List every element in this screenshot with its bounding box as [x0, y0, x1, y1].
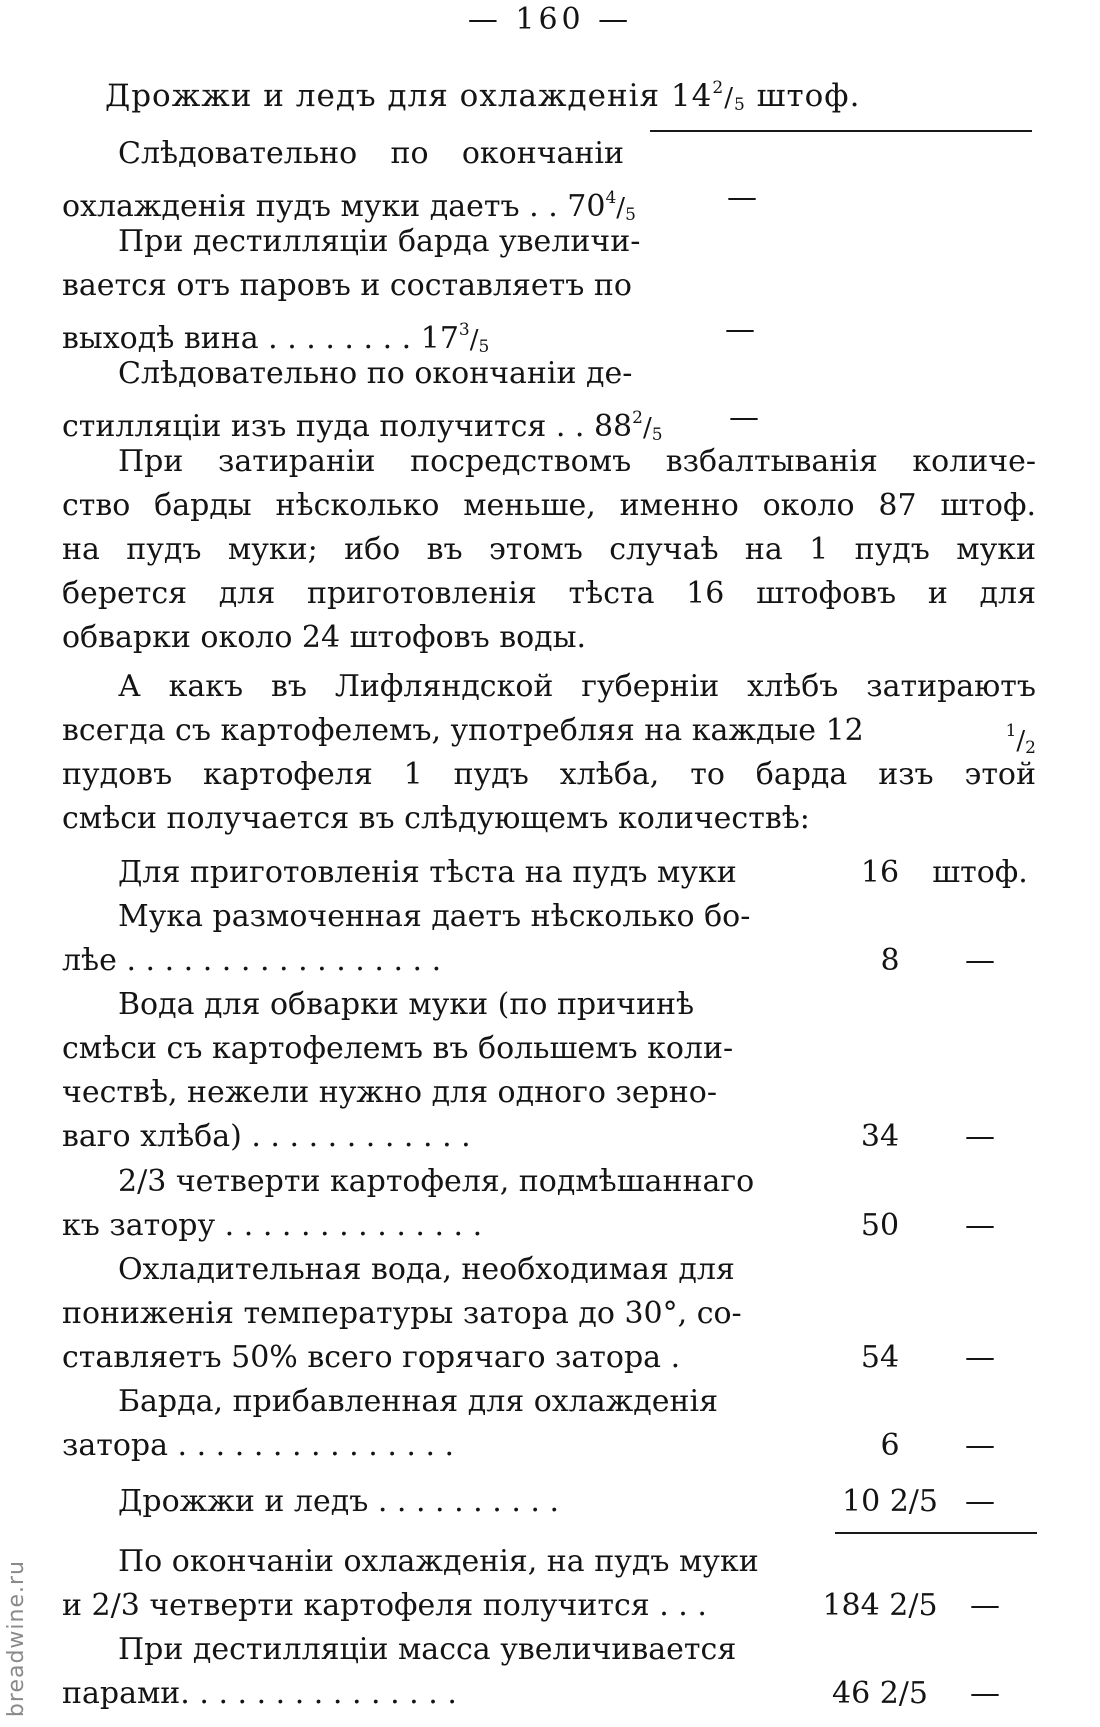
table-row-value: 16: [860, 855, 900, 890]
dash: —: [727, 180, 757, 215]
table-row-label: чествѣ, нежели нужно для одного зерно-: [62, 1075, 717, 1110]
body-line: При затираніи посредствомъ взбалтыванія количе-: [118, 444, 1036, 479]
table-row-label: Охладительная вода, необходимая для: [118, 1252, 735, 1287]
table-row-label: къ затору . . . . . . . . . . . . . .: [62, 1208, 483, 1243]
summary-row-label: парами. . . . . . . . . . . . . . .: [62, 1676, 457, 1711]
table-row-value: 8: [880, 943, 900, 978]
summary-row-value: 184 2/5: [822, 1588, 938, 1623]
table-row-label: ставляетъ 50% всего горячаго затора .: [62, 1340, 681, 1375]
header-line: Дрожжи и ледъ для охлажденія $14^2/_5$ штоф.: [105, 78, 861, 115]
table-row-unit: —: [965, 1208, 995, 1243]
table-row-value: 10 2/5: [842, 1484, 938, 1519]
summary-row-unit: —: [970, 1676, 1000, 1711]
table-row-label: Для приготовленія тѣста на пудъ муки: [118, 855, 737, 890]
table-row-value: 34: [860, 1119, 900, 1154]
header-line-unit: штоф.: [756, 78, 861, 114]
summary-row-label: и 2/3 четверти картофеля получится . . .: [62, 1588, 707, 1623]
header-fraction-den: 5: [733, 95, 746, 115]
table-row-label: затора . . . . . . . . . . . . . . .: [62, 1428, 455, 1463]
table-row-label: 2/3 четверти картофеля, подмѣшаннаго: [118, 1164, 755, 1199]
sum-rule: [835, 1532, 1037, 1534]
table-row-value: 6: [880, 1428, 900, 1463]
table-row-value: 50: [860, 1208, 900, 1243]
table-row-label: ваго хлѣба) . . . . . . . . . . . .: [62, 1119, 471, 1154]
summary-row-label: По окончаніи охлажденія, на пудъ муки: [118, 1544, 759, 1579]
dash: —: [725, 312, 755, 347]
table-row-unit: —: [965, 1340, 995, 1375]
table-row-unit: —: [965, 943, 995, 978]
body-line: на пудъ муки; ибо въ этомъ случаѣ на 1 пудъ муки: [62, 532, 1036, 567]
table-row-value: 54: [860, 1340, 900, 1375]
body-line: При дестилляціи барда увеличи-: [118, 224, 641, 259]
table-row-unit: —: [965, 1428, 995, 1463]
table-row-label: Вода для обварки муки (по причинѣ: [118, 987, 695, 1022]
table-row-unit: —: [965, 1119, 995, 1154]
body-line: стилляціи изъ пуда получится . . $88^2/_5$: [62, 408, 663, 445]
body-line: берется для приготовленія тѣста 16 штофовъ и для: [62, 576, 1036, 611]
header-line-text: Дрожжи и ледъ для охлажденія 14: [105, 78, 713, 114]
table-row-unit: штоф.: [932, 855, 1028, 890]
body-line: Слѣдовательно по окончаніи де-: [118, 356, 633, 391]
header-fraction-num: 2: [712, 78, 725, 98]
table-row-label: смѣси съ картофелемъ въ большемъ коли-: [62, 1031, 734, 1066]
table-row-label: пониженія температуры затора до 30°, со-: [62, 1296, 742, 1331]
dash: —: [729, 400, 759, 435]
body-line: А какъ въ Лифляндской губерніи хлѣбъ затираютъ: [118, 669, 1036, 704]
body-line: охлажденія пудъ муки даетъ . . $70^4/_5$: [62, 188, 636, 225]
body-line: ство барды нѣсколько меньше, именно около 87 штоф.: [62, 488, 1036, 523]
body-line: обварки около 24 штофовъ воды.: [62, 620, 587, 655]
body-line: пудовъ картофеля 1 пудъ хлѣба, то барда изъ этой: [62, 757, 1036, 792]
table-row-unit: —: [965, 1484, 995, 1519]
table-row-label: Дрожжи и ледъ . . . . . . . . . .: [118, 1484, 560, 1519]
summary-row-unit: —: [970, 1588, 1000, 1623]
body-line: смѣси получается въ слѣдующемъ количествѣ:: [62, 801, 810, 836]
body-line: вается отъ паровъ и составляетъ по: [62, 268, 632, 303]
top-rule: [650, 130, 1032, 132]
page-number: — 160 —: [467, 2, 633, 37]
table-row-label: Барда, прибавленная для охлажденія: [118, 1384, 718, 1419]
table-row-label: Мука размоченная даетъ нѣсколько бо-: [118, 899, 751, 934]
summary-row-label: При дестилляціи масса увеличивается: [118, 1632, 737, 1667]
table-row-label: лѣе . . . . . . . . . . . . . . . . .: [62, 943, 442, 978]
body-line: всегда съ картофелемъ, употребляя на каждые 12 $^1/_2$: [62, 713, 1036, 758]
watermark: breadwine.ru: [4, 1559, 29, 1717]
summary-row-value: 46 2/5: [832, 1676, 928, 1711]
body-line: Слѣдовательно по окончаніи: [118, 136, 624, 171]
body-line: выходѣ вина . . . . . . . . $17^3/_5$: [62, 320, 490, 357]
